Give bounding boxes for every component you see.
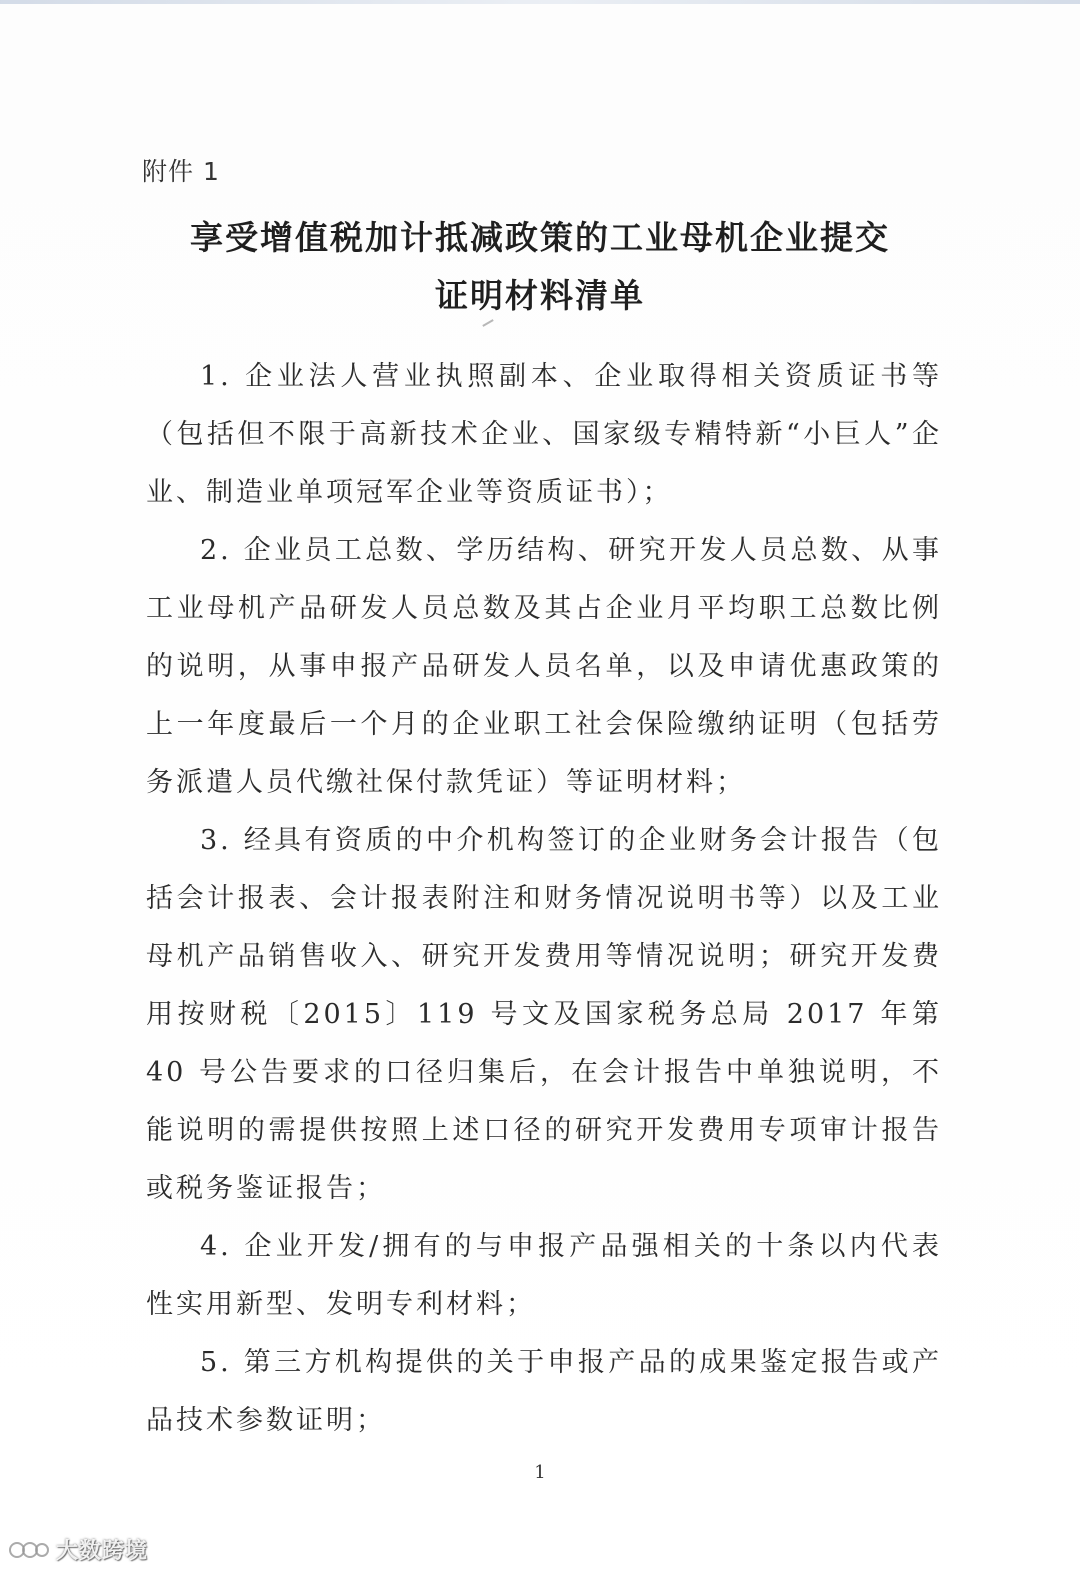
attachment-label: 附件 1	[142, 157, 220, 186]
document-title-line-1: 享受增值税加计抵减政策的工业母机企业提交	[190, 218, 890, 257]
list-item: 4. 企业开发/拥有的与申报产品强相关的十条以内代表性实用新型、发明专利材料；	[146, 1231, 942, 1320]
scan-top-edge	[0, 0, 1080, 4]
page-number: 1	[534, 1462, 546, 1483]
list-item: 1. 企业法人营业执照副本、企业取得相关资质证书等（包括但不限于高新技术企业、国家级专精特新“小巨人”企业、制造业单项冠军企业等资质证书）；	[146, 361, 942, 508]
document-title-line-2: 证明材料清单	[435, 276, 645, 315]
list-item: 3. 经具有资质的中介机构签订的企业财务会计报告（包括会计报表、会计报表附注和财务情况说明书等）以及工业母机产品销售收入、研究开发费用等情况说明；研究开发费用按财税〔2015〕119 号文及国家税务总局 2017 年第 40 号公告要求的口径归集后，在会计报告中单独说明，不能说明的需提供按照上述口径的研究开发费用专项审计报告或税务鉴证报告；	[146, 825, 942, 1204]
watermark-text: 大数跨境	[56, 1539, 149, 1564]
watermark	[8, 1534, 148, 1565]
dashuju-logo-icon	[8, 1537, 50, 1563]
document-body	[146, 348, 942, 1450]
scan-mark	[482, 319, 493, 327]
list-item: 2. 企业员工总数、学历结构、研究开发人员总数、从事工业母机产品研发人员总数及其占企业月平均职工总数比例的说明，从事申报产品研发人员名单，以及申请优惠政策的上一年度最后一个月的企业职工社会保险缴纳证明（包括劳务派遣人员代缴社保付款凭证）等证明材料；	[146, 535, 942, 798]
list-item: 5. 第三方机构提供的关于申报产品的成果鉴定报告或产品技术参数证明；	[146, 1347, 942, 1436]
